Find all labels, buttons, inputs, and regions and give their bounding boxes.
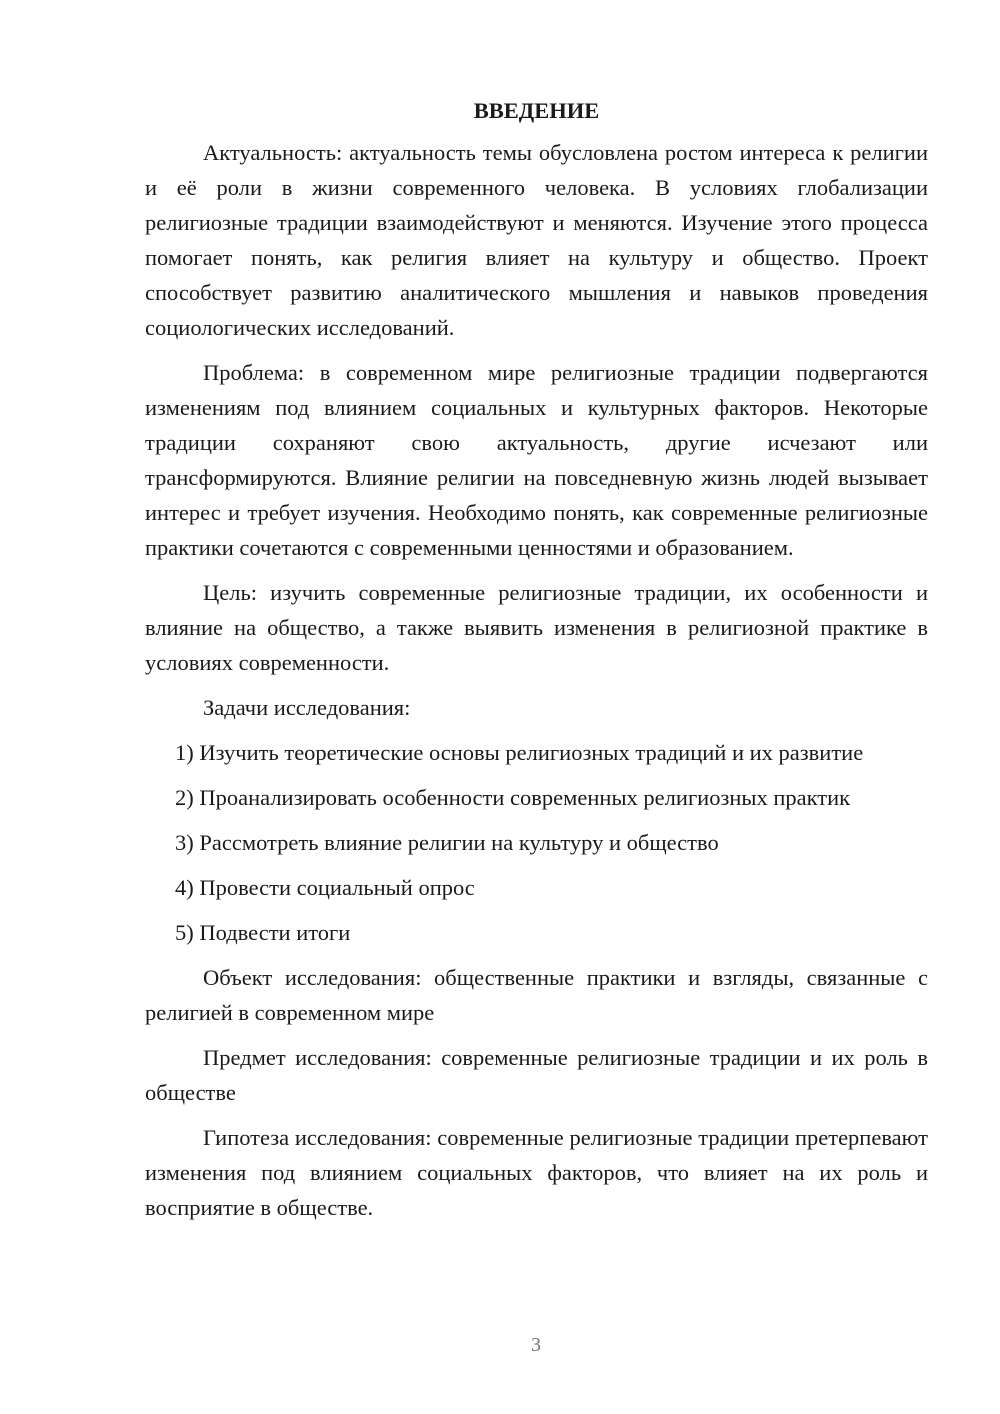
subject-paragraph: Предмет исследования: современные религиозные традиции и их роль в обществе <box>145 1045 928 1105</box>
tasks-title: Задачи исследования: <box>203 695 411 720</box>
relevance-paragraph: Актуальность: актуальность темы обусловлена ростом интереса к религии и её роли в жизни современного человека. В условиях глобализации религиозные традиции взаимодействуют и меняются. Изучение этого процесса помогает понять, как религия влияет на культуру и общество. Проект способствует развитию аналитического мышления и навыков проведения социологических исследований. <box>145 140 928 340</box>
page-content <box>145 93 928 1235</box>
tasks-list <box>145 735 928 950</box>
task-item: 4) Провести социальный опрос <box>175 875 475 900</box>
page-number: 3 <box>531 1334 541 1356</box>
task-item: 1) Изучить теоретические основы религиозных традиций и их развитие <box>175 740 864 765</box>
task-item: 5) Подвести итоги <box>175 920 351 945</box>
problem-paragraph: Проблема: в современном мире религиозные традиции подвергаются изменениям под влиянием социальных и культурных факторов. Некоторые традиции сохраняют свою актуальность, другие исчезают или трансформируются. Влияние религии на повседневную жизнь людей вызывает интерес и требует изучения. Необходимо понять, как современные религиозные практики сочетаются с современными ценностями и образованием. <box>145 360 928 560</box>
task-item: 3) Рассмотреть влияние религии на культуру и общество <box>175 830 719 855</box>
section-heading: ВВЕДЕНИЕ <box>473 98 600 123</box>
goal-paragraph: Цель: изучить современные религиозные традиции, их особенности и влияние на общество, а также выявить изменения в религиозной практике в условиях современности. <box>145 580 928 675</box>
object-paragraph: Объект исследования: общественные практики и взгляды, связанные с религией в современном мире <box>145 965 928 1025</box>
task-item: 2) Проанализировать особенности современных религиозных практик <box>175 785 851 810</box>
hypothesis-paragraph: Гипотеза исследования: современные религиозные традиции претерпевают изменения под влиянием социальных факторов, что влияет на их роль и восприятие в обществе. <box>145 1125 928 1220</box>
